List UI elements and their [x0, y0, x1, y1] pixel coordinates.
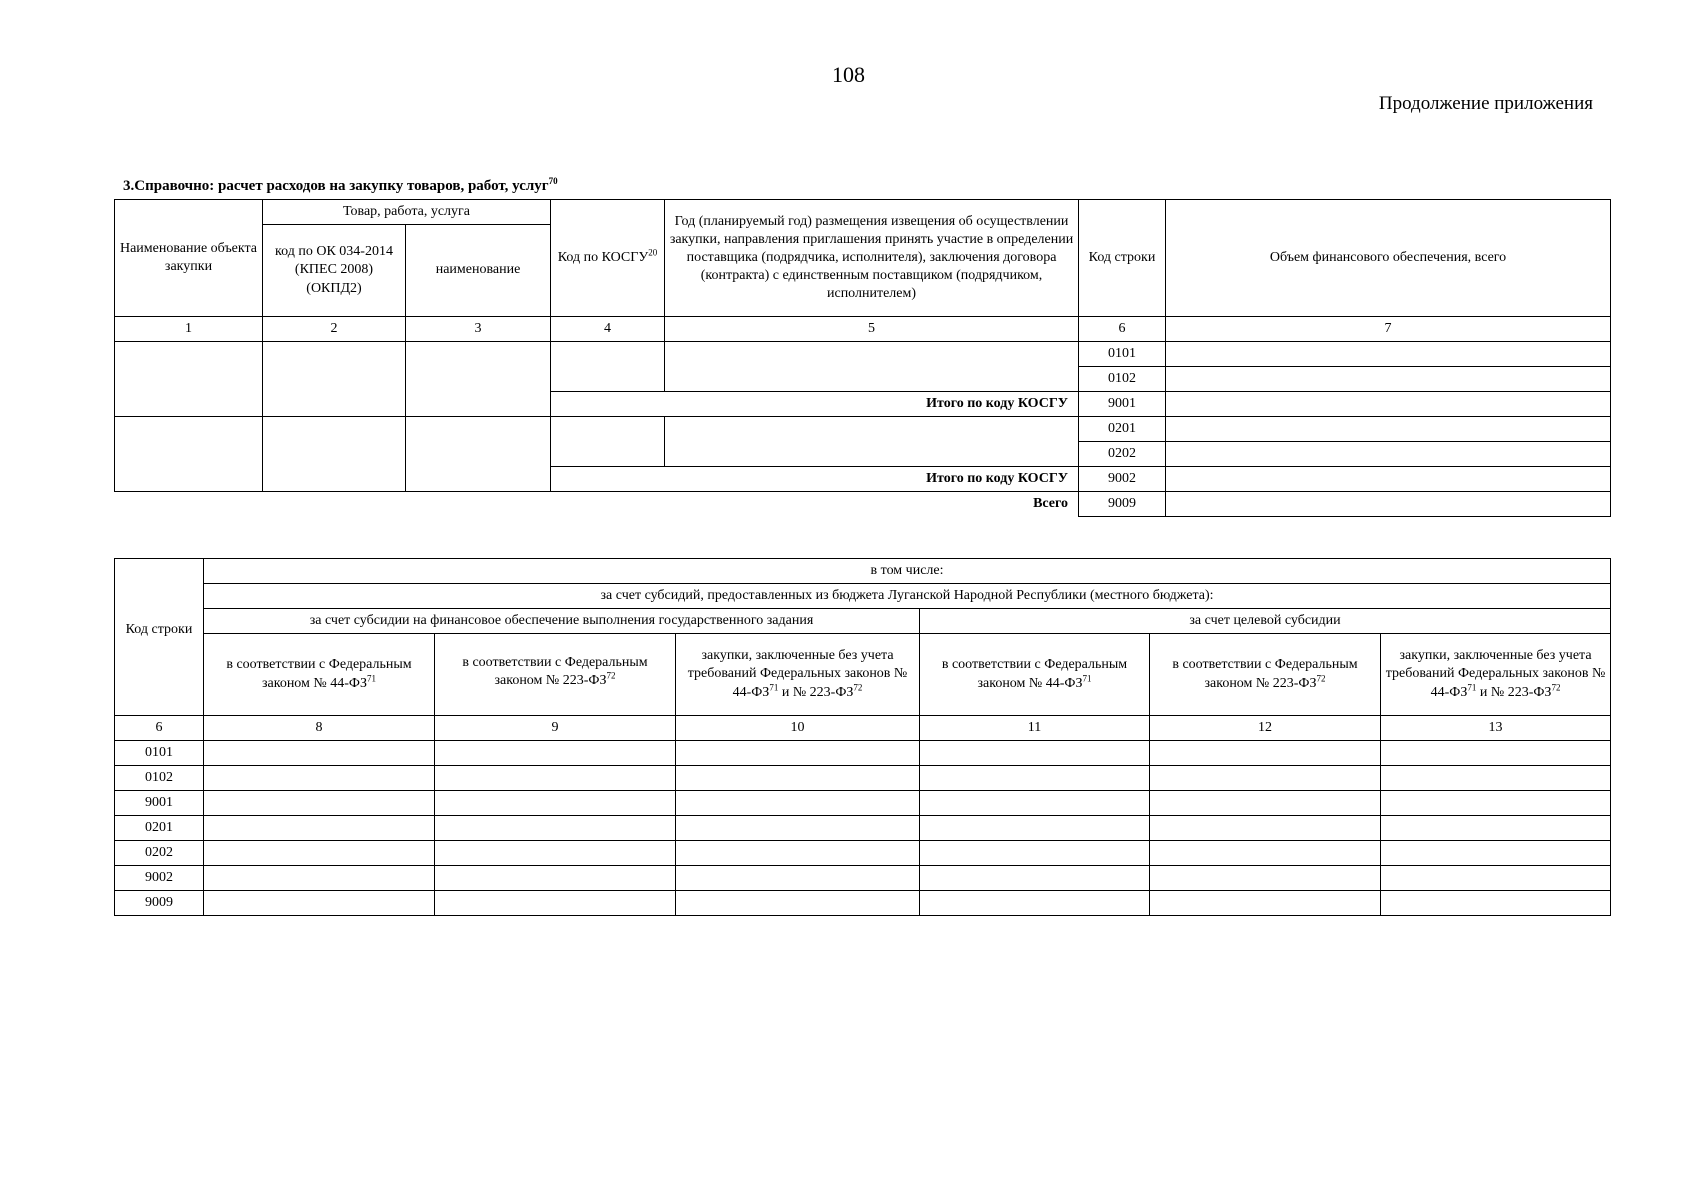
row-code: 9002	[1079, 467, 1166, 492]
column-number: 7	[1166, 317, 1611, 342]
data-cell[interactable]	[676, 791, 920, 816]
data-cell[interactable]	[1150, 841, 1381, 866]
data-cell[interactable]	[920, 841, 1150, 866]
placement-year-cell[interactable]	[665, 342, 1079, 392]
data-cell[interactable]	[676, 816, 920, 841]
data-cell[interactable]	[1381, 816, 1611, 841]
data-cell[interactable]	[1150, 891, 1381, 916]
row-code: 0101	[1079, 342, 1166, 367]
header-col11	[920, 634, 1150, 716]
header-row-code-text: Код строки	[125, 622, 193, 637]
data-cell[interactable]	[1381, 766, 1611, 791]
data-cell[interactable]	[1150, 791, 1381, 816]
header-target-subsidy: за счет целевой субсидии	[920, 609, 1611, 634]
header-col9-wrap	[439, 638, 671, 690]
column-number: 1	[115, 317, 263, 342]
column-number: 3	[406, 317, 551, 342]
data-cell[interactable]	[1381, 791, 1611, 816]
row-code: 9002	[115, 866, 204, 891]
header-col10-text-2: и № 223-ФЗ	[778, 684, 854, 700]
subtotal-label: Итого по коду КОСГУ	[551, 392, 1079, 417]
header-col13-footnote: 71	[1467, 681, 1477, 692]
subtotal-label: Итого по коду КОСГУ	[551, 467, 1079, 492]
row-code: 0202	[115, 841, 204, 866]
data-cell[interactable]	[204, 841, 435, 866]
header-col10-footnote: 71	[769, 681, 779, 692]
header-col10-footnote-2: 72	[853, 681, 863, 692]
data-cell[interactable]	[1150, 866, 1381, 891]
data-cell[interactable]	[1381, 741, 1611, 766]
header-col12-text: в соответствии с Федеральным законом № 223-ФЗ	[1172, 657, 1358, 691]
header-col13-text: закупки, заключенные без учета требований Федеральных законов № 44-ФЗ	[1385, 648, 1606, 700]
column-number: 11	[920, 716, 1150, 741]
financing-volume-cell[interactable]	[1166, 417, 1611, 442]
header-row-code: Код строки	[1079, 200, 1166, 317]
data-cell[interactable]	[1381, 891, 1611, 916]
header-col11-footnote: 71	[1082, 672, 1092, 683]
data-cell[interactable]	[1381, 841, 1611, 866]
procurement-expenses-table	[114, 199, 1611, 517]
header-col10-text: закупки, заключенные без учета требований Федеральных законов № 44-ФЗ	[687, 648, 908, 700]
data-cell[interactable]	[435, 766, 676, 791]
header-col9-text: в соответствии с Федеральным законом № 223-ФЗ	[462, 655, 648, 689]
data-cell[interactable]	[676, 866, 920, 891]
header-col13	[1381, 634, 1611, 716]
row-code: 9001	[1079, 392, 1166, 417]
continuation-label: Продолжение приложения	[1378, 93, 1593, 114]
row-code: 9009	[1079, 492, 1166, 517]
financing-volume-cell[interactable]	[1166, 367, 1611, 392]
data-cell[interactable]	[204, 891, 435, 916]
column-number: 6	[1079, 317, 1166, 342]
data-cell[interactable]	[204, 741, 435, 766]
section-title	[123, 178, 558, 195]
data-cell[interactable]	[435, 891, 676, 916]
data-cell[interactable]	[676, 891, 920, 916]
header-object-name: Наименование объекта закупки	[115, 200, 263, 317]
header-col13-footnote-2: 72	[1551, 681, 1561, 692]
header-col11-text: в соответствии с Федеральным законом № 44-ФЗ	[941, 657, 1128, 691]
page-number: 108	[832, 62, 865, 87]
column-number: 9	[435, 716, 676, 741]
kosgu-cell[interactable]	[551, 342, 665, 392]
row-code: 0102	[1079, 367, 1166, 392]
data-cell[interactable]	[1150, 741, 1381, 766]
row-code: 0101	[115, 741, 204, 766]
data-cell[interactable]	[204, 816, 435, 841]
financing-volume-cell[interactable]	[1166, 442, 1611, 467]
header-col8	[204, 634, 435, 716]
column-number: 4	[551, 317, 665, 342]
placement-year-cell[interactable]	[665, 417, 1079, 467]
header-subsidies: за счет субсидий, предоставленных из бюджета Луганской Народной Республики (местного бюджета):	[204, 584, 1611, 609]
data-cell[interactable]	[920, 791, 1150, 816]
product-name-cell[interactable]	[406, 417, 551, 492]
financing-volume-cell[interactable]	[1166, 392, 1611, 417]
header-col9	[435, 634, 676, 716]
header-financing-volume: Объем финансового обеспечения, всего	[1166, 200, 1611, 317]
row-code: 0201	[1079, 417, 1166, 442]
header-kosgu	[551, 200, 665, 317]
row-code: 9001	[115, 791, 204, 816]
row-code: 0102	[115, 766, 204, 791]
header-col13-text-2: и № 223-ФЗ	[1476, 684, 1552, 700]
column-number: 8	[204, 716, 435, 741]
object-name-cell[interactable]	[115, 417, 263, 492]
header-product-group: Товар, работа, услуга	[263, 200, 551, 225]
header-kosgu-footnote: 20	[648, 247, 658, 258]
data-cell[interactable]	[676, 766, 920, 791]
data-cell[interactable]	[204, 791, 435, 816]
data-cell[interactable]	[435, 866, 676, 891]
data-cell[interactable]	[435, 741, 676, 766]
column-number: 6	[115, 716, 204, 741]
header-col12-footnote: 72	[1316, 672, 1326, 683]
data-cell[interactable]	[920, 741, 1150, 766]
data-cell[interactable]	[676, 841, 920, 866]
data-cell[interactable]	[204, 766, 435, 791]
product-name-cell[interactable]	[406, 342, 551, 417]
header-col9-footnote: 72	[606, 670, 616, 681]
header-kosgu-text: Код по КОСГУ	[557, 249, 649, 265]
data-cell[interactable]	[435, 791, 676, 816]
header-placement-year: Год (планируемый год) размещения извещения об осуществлении закупки, направления приглашения принять участие в определении поставщика (подрядчика, исполнителя), заключения договора (контракта) с единственным поставщиком (подрядчиком, исполнителем)	[665, 200, 1079, 317]
header-okpd-code: код по ОК 034-2014 (КПЕС 2008) (ОКПД2)	[263, 225, 406, 317]
row-code: 0201	[115, 816, 204, 841]
subsidy-breakdown-table	[114, 558, 1611, 916]
data-cell[interactable]	[1150, 816, 1381, 841]
column-number: 10	[676, 716, 920, 741]
data-cell[interactable]	[1150, 766, 1381, 791]
header-state-task: за счет субсидии на финансовое обеспечение выполнения государственного задания	[204, 609, 920, 634]
header-col10	[676, 634, 920, 716]
data-cell[interactable]	[435, 841, 676, 866]
data-cell[interactable]	[1381, 866, 1611, 891]
financing-volume-cell[interactable]	[1166, 467, 1611, 492]
section-title-text: 3.Справочно: расчет расходов на закупку товаров, работ, услуг	[123, 178, 549, 194]
data-cell[interactable]	[920, 816, 1150, 841]
data-cell[interactable]	[435, 816, 676, 841]
column-number: 5	[665, 317, 1079, 342]
data-cell[interactable]	[920, 891, 1150, 916]
row-code: 9009	[115, 891, 204, 916]
object-name-cell[interactable]	[115, 342, 263, 417]
header-col8-text: в соответствии с Федеральным законом № 44-ФЗ	[226, 657, 412, 691]
data-cell[interactable]	[920, 766, 1150, 791]
column-number: 2	[263, 317, 406, 342]
total-label: Всего	[1033, 496, 1069, 512]
financing-volume-cell[interactable]	[1166, 492, 1611, 517]
data-cell[interactable]	[204, 866, 435, 891]
header-row-code	[115, 559, 204, 716]
column-number: 12	[1150, 716, 1381, 741]
column-number: 13	[1381, 716, 1611, 741]
header-including: в том числе:	[204, 559, 1611, 584]
data-cell[interactable]	[920, 866, 1150, 891]
financing-volume-cell[interactable]	[1166, 342, 1611, 367]
section-title-footnote: 70	[548, 176, 558, 186]
header-product-name: наименование	[406, 225, 551, 317]
header-col8-footnote: 71	[367, 672, 376, 683]
kosgu-cell[interactable]	[551, 417, 665, 467]
okpd-code-cell[interactable]	[263, 417, 406, 492]
okpd-code-cell[interactable]	[263, 342, 406, 417]
header-col12	[1150, 634, 1381, 716]
data-cell[interactable]	[676, 741, 920, 766]
row-code: 0202	[1079, 442, 1166, 467]
